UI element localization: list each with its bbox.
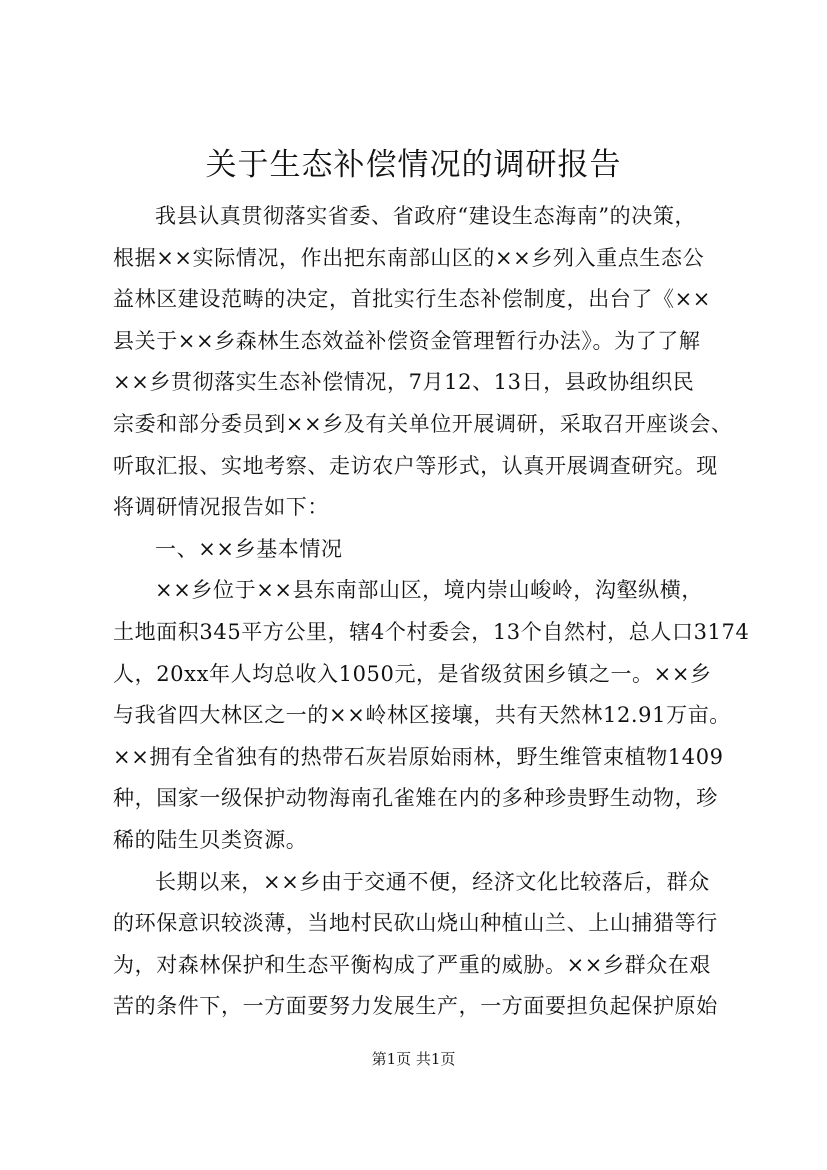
document-title: 关于生态补偿情况的调研报告 [205, 147, 622, 183]
text-line: 根据××实际情况，作出把东南部山区的××乡列入重点生态公 [113, 245, 705, 270]
text-line: 我县认真贯彻落实省委、省政府“建设生态海南”的决策， [155, 204, 697, 228]
text-line: 长期以来，××乡由于交通不便，经济文化比较落后，群众 [155, 869, 710, 894]
text-line: 益林区建设范畴的决定，首批实行生态补偿制度，出台了《×× [113, 287, 711, 312]
text-line: 听取汇报、实地考察、走访农户等形式，认真开展调查研究。现 [113, 453, 718, 478]
text-line: 土地面积345平方公里，辖4个村委会，13个自然村，总人口3174 [113, 619, 750, 644]
text-line: 将调研情况报告如下： [113, 495, 329, 520]
text-line: 人，20xx年人均总收入1050元，是省级贫困乡镇之一。××乡 [113, 661, 712, 686]
text-line: ××乡贯彻落实生态补偿情况，7月12、13日，县政协组织民 [113, 370, 695, 395]
text-line: 种，国家一级保护动物海南孔雀雉在内的多种珍贵野生动物，珍 [113, 786, 718, 811]
text-line: ××拥有全省独有的热带石灰岩原始雨林，野生维管束植物1409 [113, 744, 724, 769]
section-heading: 一、××乡基本情况 [155, 536, 343, 561]
text-line: 稀的陆生贝类资源。 [113, 827, 308, 852]
text-line: 与我省四大林区之一的××岭林区接壤，共有天然林12.91万亩。 [113, 703, 731, 728]
text-line: ××乡位于××县东南部山区，境内崇山峻岭，沟壑纵横， [155, 578, 703, 603]
document-body [113, 196, 753, 1028]
text-line: 县关于××乡森林生态效益补偿资金管理暂行办法》。为了了解 [113, 328, 701, 353]
text-line: 为，对森林保护和生态平衡构成了严重的威胁。××乡群众在艰 [113, 952, 711, 977]
text-line: 苦的条件下，一方面要努力发展生产，一方面要担负起保护原始 [113, 994, 718, 1019]
text-line: 的环保意识较淡薄，当地村民砍山烧山种植山兰、上山捕猎等行 [113, 911, 718, 936]
page-footer: 第1页 共1页 [371, 1050, 456, 1068]
text-line: 宗委和部分委员到××乡及有关单位开展调研，采取召开座谈会、 [113, 411, 733, 436]
